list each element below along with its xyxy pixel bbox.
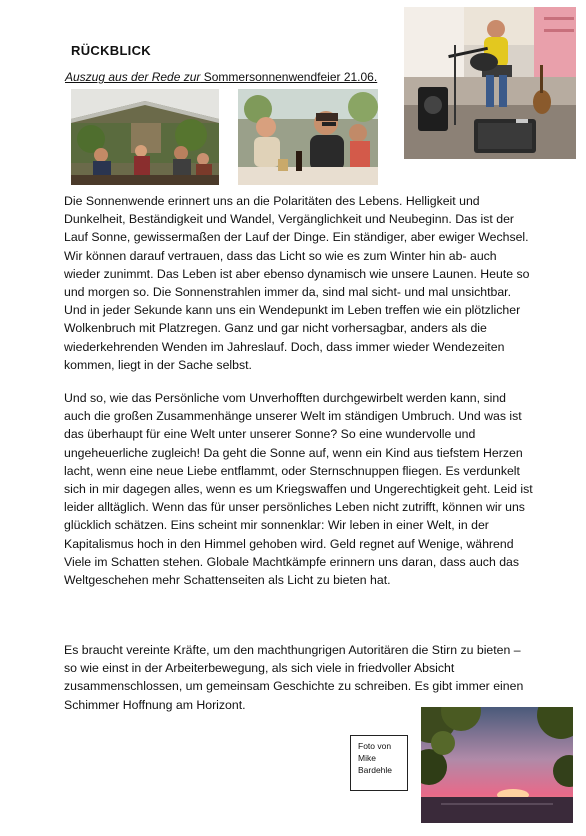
- photo-guitar-player: [404, 7, 576, 159]
- sunset-illustration: [421, 707, 573, 823]
- photo-women-at-table: [238, 89, 378, 185]
- guitar-player-illustration: [404, 7, 576, 159]
- women-illustration: [238, 89, 378, 185]
- credit-line-3: Bardehle: [358, 765, 393, 775]
- subtitle-italic: Auszug aus der Rede zur: [65, 70, 201, 84]
- paragraph-world: Und so, wie das Persönliche vom Unverhofften durchgewirbelt werden kann, sind auch die großen Zusammenhänge unserer Welt im ständigen Umbruch. Und was ist das überhaupt für eine Welt unter unserer Sonne? So eine wundervolle und ungeheuerliche zugleich! Da geht die Sonne auf, wenn ein Kind aus tiefstem Herzen lacht, wenn eine neue Liebe entflammt, oder Sternschnuppen fliegen. Es verdunkelt sich in mir dagegen alles, wenn es um Kriegswaffen und Ungerechtigkeit geht. Leid ist leider alltäglich. Wenn das für unser persönliches Leben nicht zutrifft, können wir uns glücklich schätzen. Eins scheint mir sonnenklar: Wir leben in einer Welt, in der Kapitalismus hoch in den Himmel gehoben wird. Geld regnet auf Wenige, während Viele im Schatten stehen. Globale Machtkämpfe erinnern uns daran, dass auch das Weltgeschehen mehr Schattenseiten als Licht zu bieten hat.: [64, 391, 533, 588]
- paragraph-closing: Es braucht vereinte Kräfte, um den machthungrigen Autoritären die Stirn zu bieten – so wie einst in der Arbeiterbewegung, als sich viele in friedvoller Absicht zusammenschlossen, um gemeinsam Geschichte zu schreiben. Es gibt immer einen Schimmer Hoffnung am Horizont.: [64, 643, 524, 712]
- photo-credit: [350, 735, 408, 791]
- photo-festival-tent: [71, 89, 219, 185]
- paragraph-intro: Die Sonnenwende erinnert uns an die Polaritäten des Lebens. Helligkeit und Dunkelheit, Beständigkeit und Wandel, Vergänglichkeit und Neubeginn. Das ist der Lauf Sonne, gewissermaßen der Lauf der Dinge. Ein ständiger, aber ewiger Wechsel. Wir können darauf vertrauen, dass das Licht so wie es zum Winter hin ab- auch wieder zunimmt. Das Leben ist aber ebenso dynamisch wie unsere Launen. Heute so und morgen so. Die Sonnenstrahlen immer da, sind mal sicht- und mal unsichtbar. Und in jeder Sekunde kann uns ein Wendepunkt im Leben treffen wie ein plötzlicher Wolkenbruch mit Platzregen. Ganz und gar nicht vorhersagbar, anders als die wiederkehrenden Wenden im Jahreslauf. Doch, dass immer wieder Wendezeiten kommen, liegt in der Sache selbst.: [64, 194, 530, 372]
- credit-line-2: Mike: [358, 753, 376, 763]
- page-subtitle: [65, 70, 377, 84]
- photo-sunset: [421, 707, 573, 823]
- credit-line-1: Foto von: [358, 741, 392, 751]
- subtitle-event: Sommersonnenwendfeier 21.06.: [200, 70, 378, 84]
- tent-illustration: [71, 89, 219, 185]
- page-title: RÜCKBLICK: [71, 43, 151, 58]
